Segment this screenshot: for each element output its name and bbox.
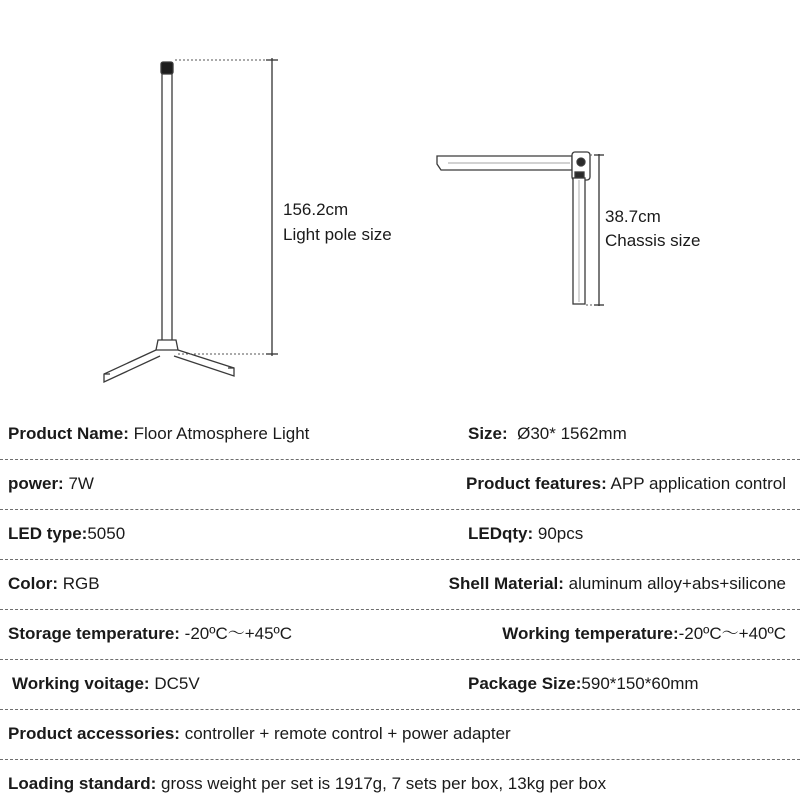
spec-label: Product Name: [8,424,129,443]
spec-color [8,573,100,595]
spec-product-features [466,473,786,495]
spec-row-6 [0,660,800,710]
spec-storage-temperature [8,623,292,645]
spec-value: -20ºC～+40ºC [678,624,786,643]
spec-loading-standard [8,773,606,795]
spec-label: Product accessories: [8,724,180,743]
spec-row-1 [0,410,800,460]
pole-dimension [175,58,278,356]
spec-led-type [8,523,125,545]
floor-lamp-drawing [104,62,234,382]
spec-label: Working voitage: [12,674,150,693]
spec-label: LED type: [8,524,88,543]
spec-label: LEDqty: [468,524,534,543]
spec-label: Storage temperature: [8,624,180,643]
spec-package-size [468,673,699,695]
pole-size-value: 156.2cm [283,200,349,219]
spec-value: 7W [63,474,94,493]
spec-row-4 [0,560,800,610]
spec-value: DC5V [149,674,200,693]
spec-value: aluminum alloy+abs+silicone [563,574,786,593]
pole-cap [161,62,173,74]
spec-label: Size: [468,424,508,443]
pole-size-label: Light pole size [283,225,392,244]
spec-value: RGB [58,574,100,593]
spec-label: Package Size: [468,674,582,693]
spec-value: APP application control [606,474,786,493]
spec-shell-material [449,573,786,595]
spec-row-5 [0,610,800,660]
spec-value: Floor Atmosphere Light [128,424,310,443]
spec-product-name [8,423,309,445]
spec-value: gross weight per set is 1917g, 7 sets per box, 13kg per box [156,774,607,793]
chassis-size-label: Chassis size [605,231,701,250]
spec-label: Product features: [466,474,607,493]
spec-led-qty [468,523,583,545]
spec-value: Ø30* 1562mm [507,424,627,443]
spec-row-3 [0,510,800,560]
spec-label: Color: [8,574,59,593]
spec-product-accessories [8,723,511,745]
spec-size [468,423,627,445]
spec-value: 90pcs [533,524,584,543]
spec-working-voltage [12,673,200,695]
spec-value: 5050 [87,524,126,543]
chassis-drawing [437,152,590,304]
spec-label: power: [8,474,64,493]
spec-row-7 [0,710,800,760]
chassis-size-value: 38.7cm [605,207,661,226]
spec-value: controller + remote control + power adapter [179,724,511,743]
spec-value: 590*150*60mm [581,674,699,693]
spec-row-8 [0,760,800,800]
spec-label: Loading standard: [8,774,157,793]
spec-label: Shell Material: [448,574,564,593]
spec-row-2 [0,460,800,510]
spec-label: Working temperature: [502,624,679,643]
spec-working-temperature [502,623,786,645]
spec-power [8,473,94,495]
spec-value: -20ºC～+45ºC [179,624,293,643]
